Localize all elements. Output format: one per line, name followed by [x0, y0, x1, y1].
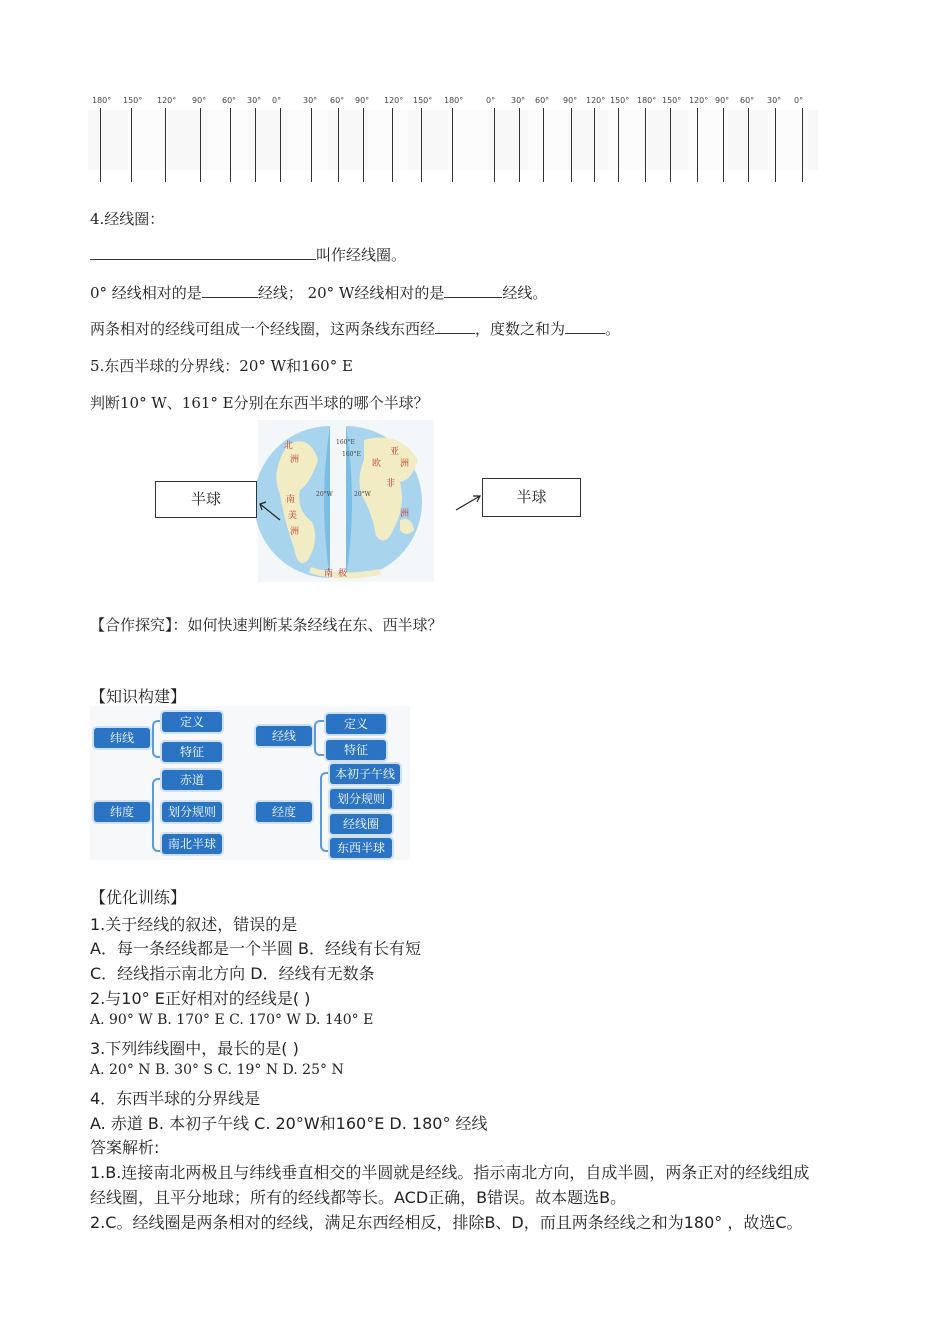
longitude-tick-line [571, 108, 572, 182]
longitude-tick-line [697, 108, 698, 182]
longitude-tick-line [230, 108, 231, 182]
longitude-tick-line [421, 108, 422, 182]
label-nan2: 南 [324, 569, 334, 579]
longitude-tick-line [543, 108, 544, 182]
label-zhou: 洲 [290, 527, 300, 537]
longitude-tick-line [280, 108, 281, 182]
blank-2[interactable] [202, 283, 258, 298]
section5-title: 5.东西半球的分界线：20° W和160° E [90, 357, 353, 375]
section4-line3 [90, 318, 620, 339]
longitude-tick-line [802, 108, 803, 182]
longitude-tick-line [519, 108, 520, 182]
label-ya: 亚 [390, 447, 400, 457]
brace-jingxian [314, 720, 324, 756]
longitude-tick-label: 180° [637, 96, 657, 105]
question-4: 4．东西半球的分界线是 [90, 1089, 261, 1108]
longitude-tick-label: 90° [192, 96, 207, 105]
line2-b: 经线； 20° W经线相对的是 [257, 284, 445, 302]
label-20w: 20°W [316, 491, 333, 498]
node-dongxi: 东西半球 [330, 838, 392, 858]
question-2-options: A. 90° W B. 170° E C. 170° W D. 140° E [90, 1012, 374, 1028]
question-1: 1.关于经线的叙述，错误的是 [90, 915, 298, 934]
longitude-tick-line [775, 108, 776, 182]
label-fei: 非 [386, 479, 396, 489]
blank-5[interactable] [565, 319, 605, 334]
node-weidu: 纬度 [94, 802, 150, 822]
longitude-tick-line [594, 108, 595, 182]
longitude-tick-label: 90° [355, 96, 370, 105]
blank-3[interactable] [444, 283, 502, 298]
line3-a: 两条相对的经线可组成一个经线圈，这两条线东西经 [90, 320, 436, 338]
longitude-tick-line [452, 108, 453, 182]
longitude-tick-line [165, 108, 166, 182]
answer-1-line1: 1.B.连接南北两极且与纬线垂直相交的半圆就是经线。指示南北方向，自成半圆，两条正对的经线组成 [90, 1163, 810, 1182]
brace-weidu [152, 778, 162, 852]
node-jingdu: 经度 [256, 802, 312, 822]
node-weixian-def: 定义 [162, 712, 222, 732]
label-160e: 160°E [336, 439, 355, 446]
line3-c: 。 [605, 320, 621, 338]
question-4-options: A. 赤道 B. 本初子午线 C. 20°W和160°E D. 180° 经线 [90, 1114, 488, 1133]
longitude-tick-line [494, 108, 495, 182]
longitude-tick-label: 30° [767, 96, 782, 105]
longitude-tick-label: 90° [563, 96, 578, 105]
longitude-tick-label: 60° [330, 96, 345, 105]
blank-1[interactable] [90, 245, 316, 260]
label-mei: 美 [288, 511, 298, 521]
longitude-tick-label: 180° [92, 96, 112, 105]
cooperative-inquiry: 【合作探究】：如何快速判断某条经线在东、西半球？ [90, 616, 443, 634]
longitude-tick-label: 0° [794, 96, 804, 105]
longitude-tick-line [670, 108, 671, 182]
longitude-tick-line [748, 108, 749, 182]
question-1-ab: A．每一条经线都是一个半圆 B．经线有长有短 [90, 939, 422, 958]
longitude-tick-label: 150° [413, 96, 433, 105]
longitude-tick-label: 0° [272, 96, 282, 105]
label-ji: 极 [338, 569, 348, 579]
line3-b: ，度数之和为 [475, 320, 566, 338]
western-hemisphere-box[interactable]: 半球 [155, 481, 257, 518]
longitude-tick-label: 90° [715, 96, 730, 105]
longitude-tick-label: 120° [689, 96, 709, 105]
longitude-tick-label: 60° [535, 96, 550, 105]
longitude-tick-label: 0° [486, 96, 496, 105]
longitude-tick-line [200, 108, 201, 182]
longitude-strip [88, 90, 818, 190]
longitude-tick-line [131, 108, 132, 182]
line1-suffix: 叫作经线圈。 [316, 246, 407, 264]
longitude-tick-line [100, 108, 101, 182]
longitude-tick-label: 30° [511, 96, 526, 105]
node-jingdu-rule: 划分规则 [330, 789, 392, 809]
node-benchu: 本初子午线 [330, 764, 400, 784]
longitude-tick-line [255, 108, 256, 182]
knowledge-title: 【知识构建】 [90, 687, 187, 706]
blank-4[interactable] [435, 319, 475, 334]
section5-question: 判断10° W、161° E分别在东西半球的哪个半球？ [90, 394, 429, 412]
question-2: 2.与10° E正好相对的经线是( ) [90, 989, 311, 1008]
node-weixian-feat: 特征 [162, 742, 222, 762]
longitude-tick-label: 150° [662, 96, 682, 105]
node-jingxian: 经线 [256, 726, 312, 746]
brace-jingdu [320, 772, 330, 852]
label-nan: 南 [286, 495, 296, 505]
label-bei: 北 [284, 441, 294, 451]
brace-weixian [152, 720, 162, 758]
longitude-tick-line [363, 108, 364, 182]
longitude-tick-label: 150° [610, 96, 630, 105]
label-20w-b: 20°W [354, 491, 371, 498]
training-title: 【优化训练】 [90, 888, 187, 907]
longitude-tick-label: 180° [444, 96, 464, 105]
longitude-tick-line [723, 108, 724, 182]
question-1-cd: C．经线指示南北方向 D．经线有无数条 [90, 964, 375, 983]
node-jingxian-feat: 特征 [326, 740, 386, 760]
section4-line1 [90, 244, 406, 265]
label-zhou3: 洲 [400, 459, 410, 469]
question-3: 3.下列纬线圈中，最长的是( ) [90, 1039, 299, 1058]
longitude-tick-line [392, 108, 393, 182]
strip-watermark [88, 110, 818, 170]
longitude-tick-label: 120° [384, 96, 404, 105]
node-weidu-rule: 划分规则 [162, 802, 222, 822]
label-ou: 欧 [372, 459, 382, 469]
answer-1-line2: 经线圈，且平分地球；所有的经线都等长。ACD正确，B错误。故本题选B。 [90, 1188, 627, 1207]
line2-a: 0° 经线相对的是 [90, 284, 202, 302]
node-jingxian-def: 定义 [326, 714, 386, 734]
label-160e-b: 160°E [342, 451, 361, 458]
label-zhou2: 洲 [400, 509, 410, 519]
line2-c: 经线。 [502, 284, 548, 302]
longitude-tick-label: 30° [303, 96, 318, 105]
longitude-tick-label: 120° [157, 96, 177, 105]
question-3-options: A. 20° N B. 30° S C. 19° N D. 25° N [90, 1062, 344, 1078]
longitude-tick-line [311, 108, 312, 182]
section4-title: 4.经线圈： [90, 210, 165, 228]
longitude-tick-label: 120° [586, 96, 606, 105]
answer-2: 2.C。经线圈是两条相对的经线，满足东西经相反，排除B、D，而且两条经线之和为180° ，故选C。 [90, 1213, 803, 1232]
node-nanbei: 南北半球 [162, 834, 222, 854]
node-weixian: 纬线 [94, 728, 150, 748]
longitude-tick-line [618, 108, 619, 182]
longitude-tick-label: 60° [222, 96, 237, 105]
longitude-tick-label: 60° [740, 96, 755, 105]
arrow-right-line [456, 496, 480, 510]
node-jingxianquan: 经线圈 [330, 814, 392, 834]
mindmap [90, 706, 410, 860]
eastern-hemisphere-box[interactable]: 半球 [482, 478, 581, 517]
longitude-tick-label: 150° [123, 96, 143, 105]
answers-title: 答案解析: [90, 1138, 160, 1157]
section4-line2 [90, 282, 547, 303]
longitude-tick-line [338, 108, 339, 182]
longitude-tick-label: 30° [247, 96, 262, 105]
node-chidao: 赤道 [162, 770, 222, 790]
longitude-tick-line [645, 108, 646, 182]
label-zhou4: 洲 [290, 455, 300, 465]
